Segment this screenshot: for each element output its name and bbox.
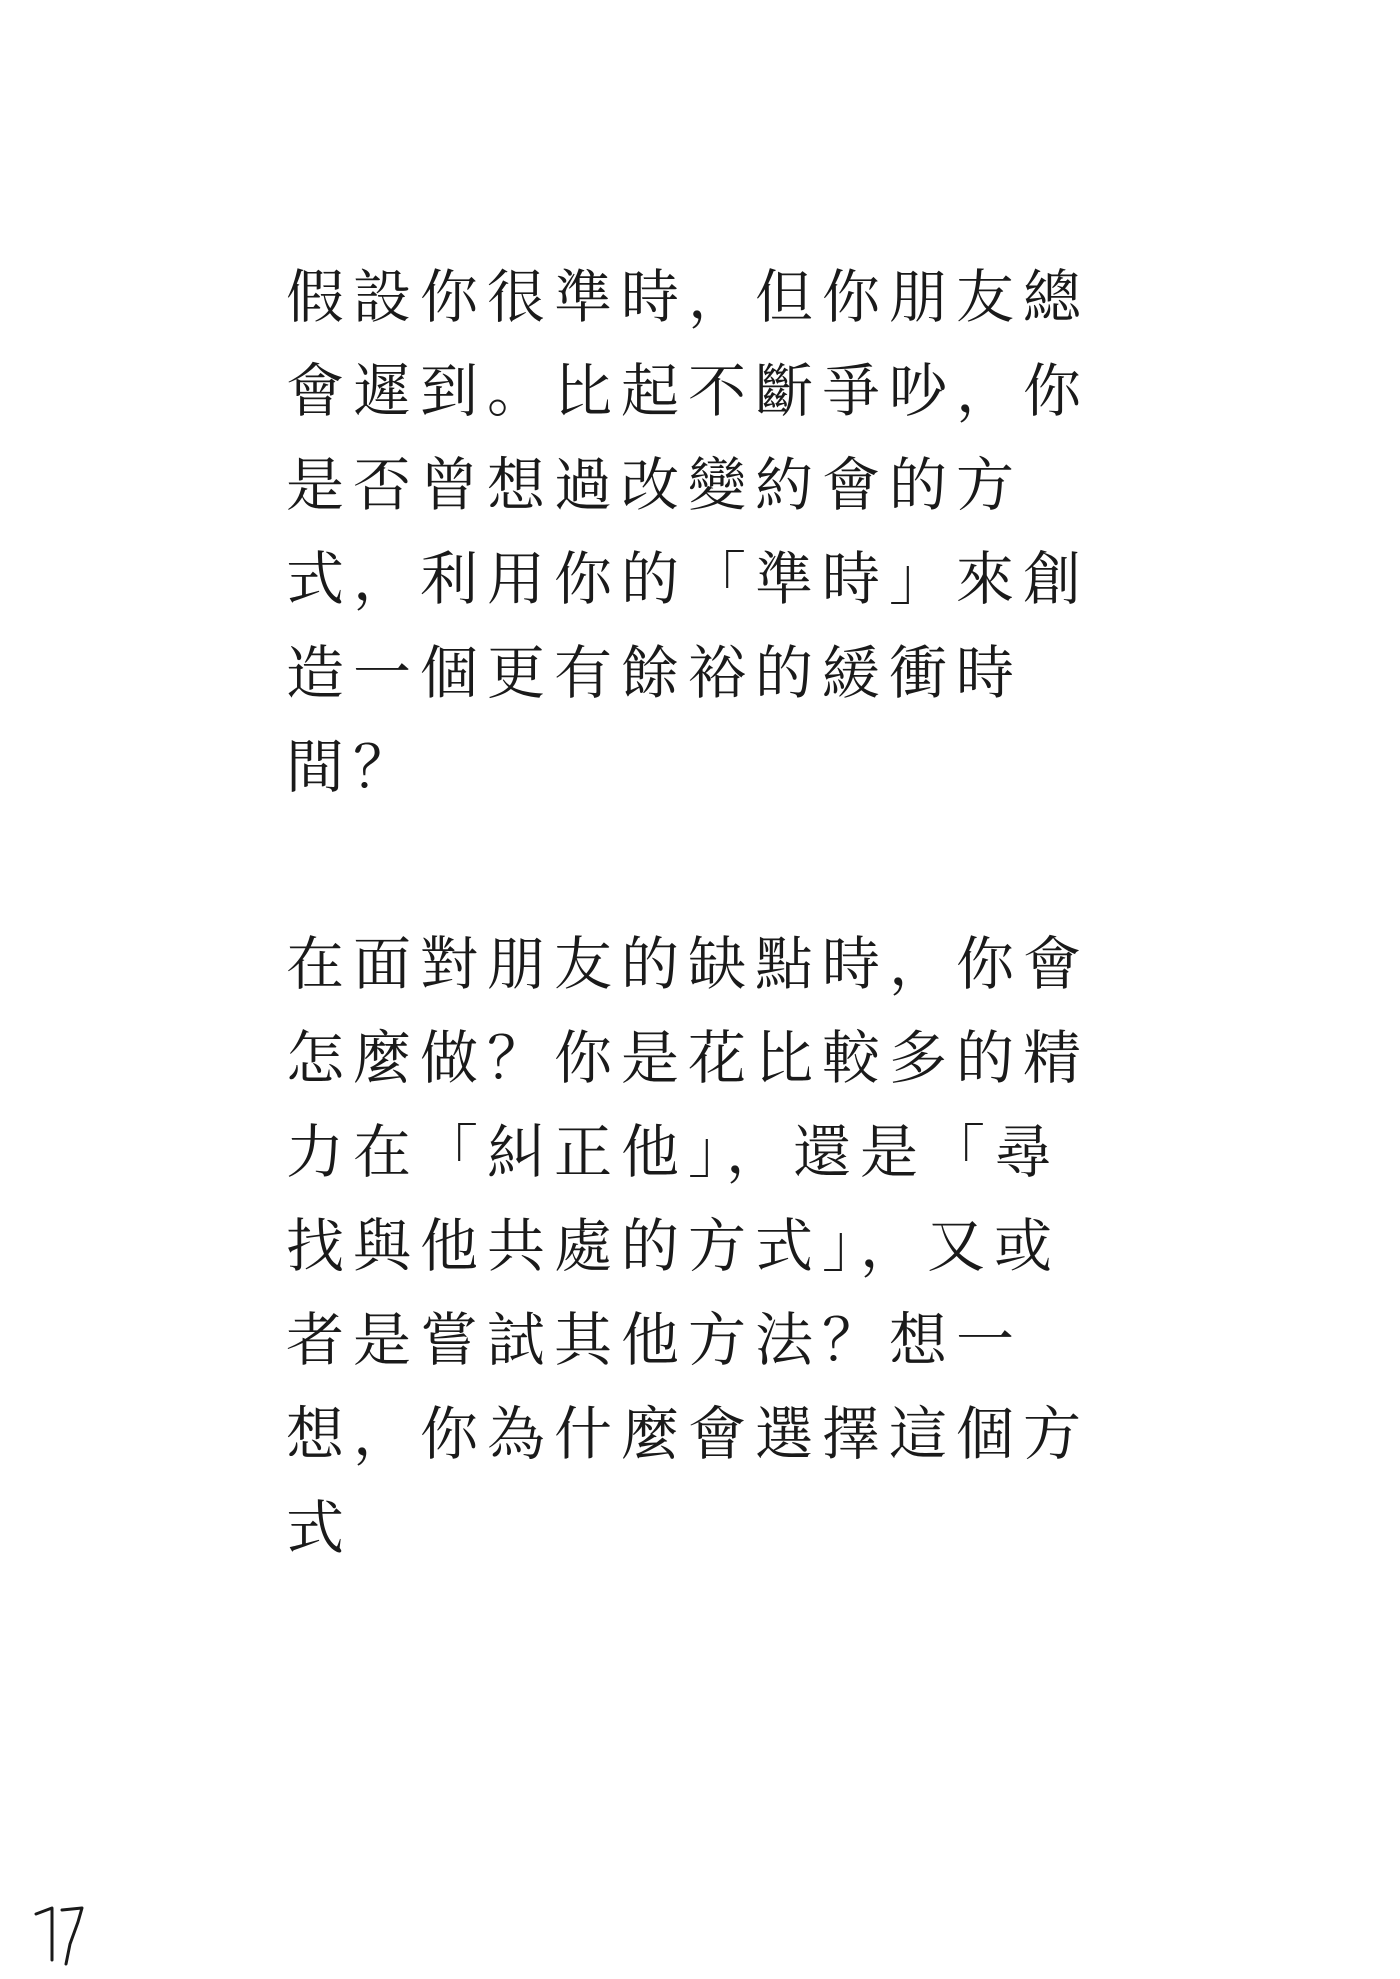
text-line: 在面對朋友的缺點時，你會 xyxy=(286,930,1091,998)
text-line: 式 xyxy=(286,1494,354,1562)
text-line: 力在「糾正他」，還是「尋 xyxy=(286,1118,1062,1186)
text-line: 想，你為什麼會選擇這個方 xyxy=(286,1400,1091,1468)
text-line: 者是嘗試其他方法？想一 xyxy=(286,1306,1024,1374)
text-line: 假設你很準時，但你朋友總 xyxy=(286,263,1091,331)
text-line: 會遲到。比起不斷爭吵，你 xyxy=(286,357,1091,425)
paragraph-2 xyxy=(286,917,1091,1575)
text-line: 間？ xyxy=(286,733,421,801)
text-line: 式，利用你的「準時」來創 xyxy=(286,545,1091,613)
text-line: 是否曾想過改變約會的方 xyxy=(286,451,1024,519)
page-number-drawing xyxy=(30,1900,90,1970)
paragraph-1 xyxy=(286,250,1091,814)
handwritten-page-number xyxy=(30,1900,90,1970)
text-line: 找與他共處的方式」，又或 xyxy=(286,1212,1062,1280)
text-line: 造一個更有餘裕的緩衝時 xyxy=(286,639,1024,707)
page-number-text xyxy=(30,1970,31,1971)
text-line: 怎麼做？你是花比較多的精 xyxy=(286,1024,1091,1092)
